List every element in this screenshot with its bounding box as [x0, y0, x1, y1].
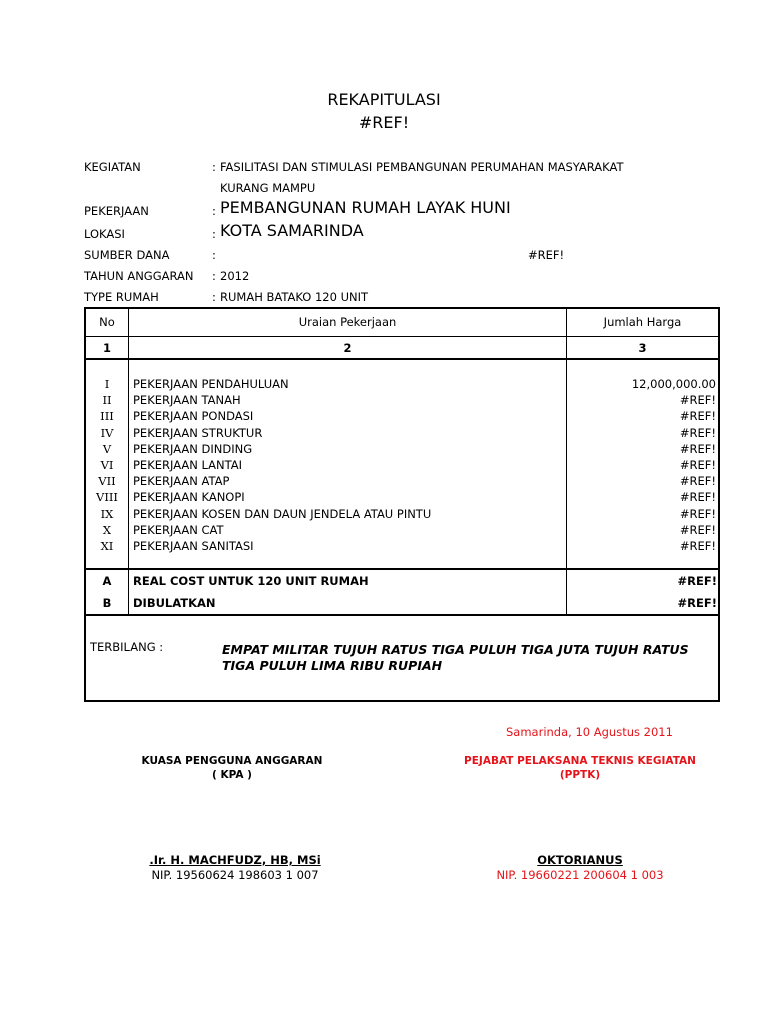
- item-row-desc: PEKERJAAN TANAH: [133, 393, 241, 408]
- item-row-no: X: [102, 522, 112, 537]
- info-sep: :: [212, 227, 216, 241]
- item-row-desc: PEKERJAAN ATAP: [133, 474, 230, 489]
- item-row-desc: PEKERJAAN PONDASI: [133, 409, 254, 424]
- info-sep: :: [212, 160, 216, 174]
- info-value-kegiatan: FASILITASI DAN STIMULASI PEMBANGUNAN PERUMAHAN MASYARAKAT: [220, 160, 624, 174]
- kpa-subtitle: ( KPA ): [212, 769, 252, 781]
- rounded-row-no: B: [102, 596, 112, 610]
- item-row-no: II: [102, 393, 112, 408]
- total-row-amount: #REF!: [677, 574, 717, 588]
- item-row-amount: #REF!: [679, 393, 716, 408]
- page-subtitle: #REF!: [358, 113, 410, 132]
- col-number-1: 1: [102, 341, 111, 355]
- info-label-pekerjaan: PEKERJAAN: [84, 204, 149, 218]
- info-label-kegiatan: KEGIATAN: [84, 160, 141, 174]
- col-header-uraian: Uraian Pekerjaan: [298, 315, 397, 329]
- item-row-desc: PEKERJAAN CAT: [133, 522, 224, 537]
- item-row-amount: #REF!: [679, 490, 716, 505]
- pptk-subtitle: (PPTK): [559, 769, 601, 781]
- info-value-tahun-anggaran: 2012: [220, 269, 250, 283]
- total-row-desc: REAL COST UNTUK 120 UNIT RUMAH: [133, 574, 369, 588]
- kpa-title: KUASA PENGGUNA ANGGARAN: [141, 755, 323, 767]
- item-row-amount: #REF!: [679, 474, 716, 489]
- item-row-amount: #REF!: [679, 409, 716, 424]
- info-value-type-rumah: RUMAH BATAKO 120 UNIT: [220, 290, 369, 304]
- info-value-lokasi: KOTA SAMARINDA: [220, 221, 364, 240]
- info-value-kegiatan-cont: KURANG MAMPU: [220, 181, 316, 195]
- item-row-amount: 12,000,000.00: [631, 377, 716, 391]
- item-row-amount: #REF!: [679, 506, 716, 521]
- item-row-desc: PEKERJAAN STRUKTUR: [133, 425, 263, 440]
- col-header-jumlah: Jumlah Harga: [603, 315, 682, 329]
- item-row-no: I: [104, 377, 110, 391]
- item-row-no: IV: [100, 425, 114, 440]
- info-label-type-rumah: TYPE RUMAH: [84, 290, 159, 304]
- place-date: Samarinda, 10 Agustus 2011: [506, 725, 673, 739]
- item-row-amount: #REF!: [679, 539, 716, 553]
- item-row-desc: PEKERJAAN PENDAHULUAN: [133, 377, 289, 391]
- item-row-amount: #REF!: [679, 458, 716, 472]
- col-header-no: No: [99, 315, 115, 329]
- pptk-title: PEJABAT PELAKSANA TEKNIS KEGIATAN: [464, 755, 696, 767]
- total-row-no: A: [102, 574, 112, 588]
- pptk-name: OKTORIANUS: [537, 853, 623, 867]
- item-row-desc: PEKERJAAN KANOPI: [133, 490, 245, 505]
- info-sep: :: [212, 204, 216, 218]
- info-sep: :: [212, 248, 216, 262]
- item-row-no: VI: [100, 458, 114, 472]
- item-row-amount: #REF!: [679, 425, 716, 440]
- item-row-desc: PEKERJAAN KOSEN DAN DAUN JENDELA ATAU PINTU: [133, 506, 432, 521]
- item-row-no: V: [102, 441, 112, 456]
- info-label-sumber-dana: SUMBER DANA: [84, 248, 170, 262]
- page-title: REKAPITULASI: [327, 90, 441, 109]
- col-number-2: 2: [343, 341, 352, 355]
- info-value-sumber-dana: #REF!: [528, 248, 565, 262]
- kpa-nip: NIP. 19560624 198603 1 007: [151, 868, 319, 882]
- kpa-name: .Ir. H. MACHFUDZ, HB, MSi: [149, 853, 321, 867]
- terbilang-text-line2: TIGA PULUH LIMA RIBU RUPIAH: [222, 658, 443, 673]
- info-sep: :: [212, 269, 216, 283]
- item-row-amount: #REF!: [679, 441, 716, 456]
- item-row-no: VIII: [96, 490, 118, 505]
- item-row-no: XI: [100, 539, 114, 553]
- info-sep: :: [212, 290, 216, 304]
- info-label-lokasi: LOKASI: [84, 227, 125, 241]
- info-value-pekerjaan: PEMBANGUNAN RUMAH LAYAK HUNI: [220, 198, 511, 217]
- item-row-desc: PEKERJAAN SANITASI: [133, 539, 254, 553]
- terbilang-label: TERBILANG :: [90, 640, 164, 654]
- col-number-3: 3: [638, 341, 647, 355]
- info-label-tahun-anggaran: TAHUN ANGGARAN: [84, 269, 194, 283]
- item-row-desc: PEKERJAAN LANTAI: [133, 458, 243, 472]
- item-row-no: IX: [100, 506, 114, 521]
- rounded-row-desc: DIBULATKAN: [133, 596, 216, 610]
- item-row-no: III: [100, 409, 114, 424]
- item-row-amount: #REF!: [679, 522, 716, 537]
- terbilang-text-line1: EMPAT MILITAR TUJUH RATUS TIGA PULUH TIGA JUTA TUJUH RATUS: [222, 642, 689, 657]
- item-row-desc: PEKERJAAN DINDING: [133, 441, 253, 456]
- item-row-no: VII: [98, 474, 116, 489]
- pptk-nip: NIP. 19660221 200604 1 003: [496, 868, 664, 882]
- rounded-row-amount: #REF!: [677, 596, 717, 610]
